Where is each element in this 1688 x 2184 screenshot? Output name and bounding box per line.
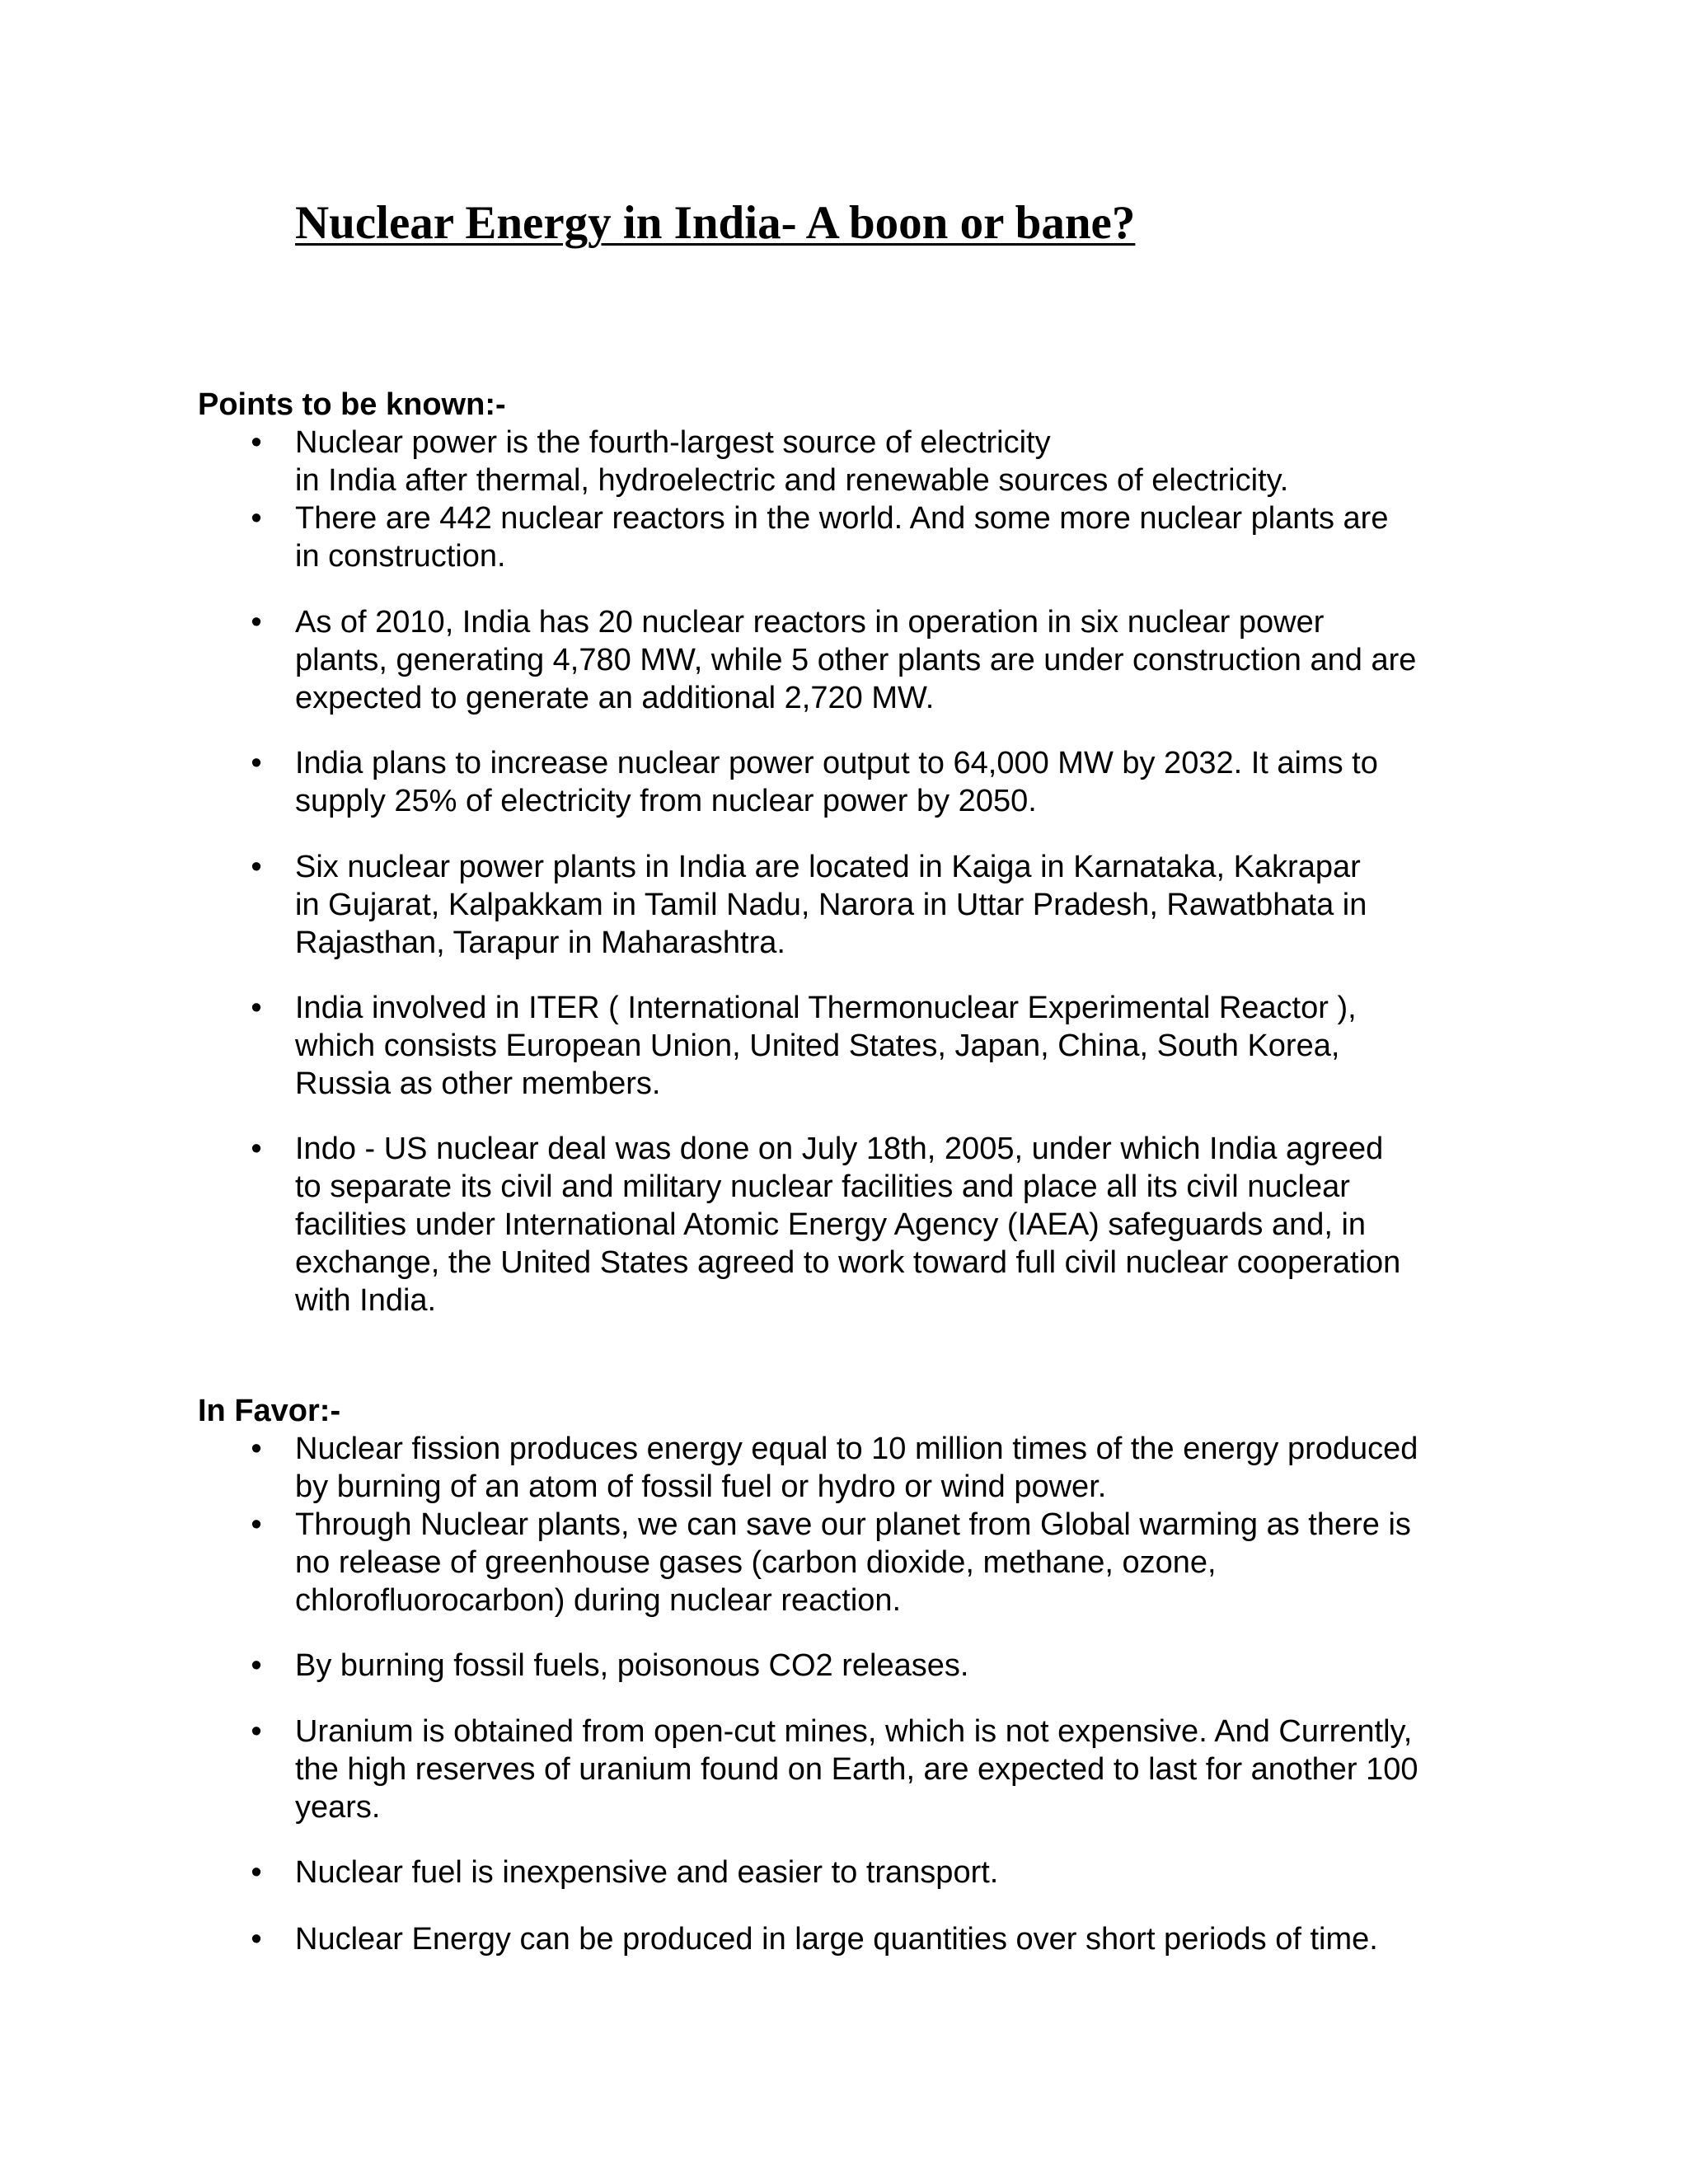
list-item-line: supply 25% of electricity from nuclear power by 2050.: [295, 784, 1037, 818]
list-item-line: years.: [295, 1790, 381, 1825]
list-item: [251, 848, 1498, 962]
list-item-line: Six nuclear power plants in India are located in Kaiga in Karnataka, Kakrapar: [295, 850, 1361, 884]
list-item-line: Nuclear power is the fourth-largest source of electricity: [295, 425, 1051, 460]
list-item-line: facilities under International Atomic Energy Agency (IAEA) safeguards and, in: [295, 1207, 1367, 1242]
list-item-line: which consists European Union, United States, Japan, China, South Korea,: [295, 1029, 1340, 1063]
list-item-line: exchange, the United States agreed to work toward full civil nuclear cooperation: [295, 1245, 1401, 1280]
bullet-icon: •: [251, 1855, 262, 1890]
list-item-line: Nuclear Energy can be produced in large quantities over short periods of time.: [295, 1922, 1378, 1957]
list-item-line: expected to generate an additional 2,720 MW.: [295, 681, 935, 715]
bullet-icon: •: [251, 1648, 262, 1683]
list-item-line: Indo - US nuclear deal was done on July 18th, 2005, under which India agreed: [295, 1132, 1384, 1166]
list-item: [251, 989, 1498, 1103]
list-item-line: by burning of an atom of fossil fuel or hydro or wind power.: [295, 1469, 1107, 1504]
list-item-line: India involved in ITER ( International Thermonuclear Experimental Reactor ),: [295, 991, 1357, 1025]
list-item: [251, 1854, 1498, 1891]
list-item: [251, 499, 1498, 575]
list-item-line: India plans to increase nuclear power output to 64,000 MW by 2032. It aims to: [295, 746, 1378, 780]
list-item: [251, 424, 1498, 499]
list-item-line: the high reserves of uranium found on Earth, are expected to last for another 100: [295, 1752, 1418, 1787]
list-item-line: Nuclear fission produces energy equal to 10 million times of the energy produced: [295, 1432, 1418, 1466]
section-heading-in-favor: In Favor:-: [198, 1394, 341, 1428]
list-item-line: with India.: [295, 1283, 437, 1318]
list-item: [251, 1920, 1498, 1958]
list-item-line: There are 442 nuclear reactors in the world. And some more nuclear plants are: [295, 501, 1389, 536]
bullet-icon: •: [251, 605, 262, 640]
list-item: [251, 1430, 1498, 1506]
list-item-line: chlorofluorocarbon) during nuclear reaction.: [295, 1583, 902, 1618]
bullet-icon: •: [251, 746, 262, 780]
list-item-line: no release of greenhouse gases (carbon dioxide, methane, ozone,: [295, 1545, 1217, 1580]
list-item-line: Uranium is obtained from open-cut mines, which is not expensive. And Currently,: [295, 1714, 1413, 1749]
list-item-line: to separate its civil and military nuclear facilities and place all its civil nuclear: [295, 1169, 1350, 1204]
bullet-icon: •: [251, 1432, 262, 1466]
list-item: [251, 1647, 1498, 1685]
list-item-line: Through Nuclear plants, we can save our planet from Global warming as there is: [295, 1507, 1411, 1542]
bullet-icon: •: [251, 501, 262, 536]
bullet-icon: •: [251, 425, 262, 460]
list-item: [251, 1506, 1498, 1619]
list-item: [251, 744, 1498, 820]
bullet-icon: •: [251, 991, 262, 1025]
section-heading-points: Points to be known:-: [198, 387, 506, 422]
list-item-line: Russia as other members.: [295, 1066, 661, 1101]
list-item: [251, 1130, 1498, 1319]
list-item-line: By burning fossil fuels, poisonous CO2 releases.: [295, 1648, 969, 1683]
list-item: [251, 1713, 1498, 1826]
list-item: [251, 603, 1498, 717]
bullet-icon: •: [251, 1132, 262, 1166]
list-item-line: As of 2010, India has 20 nuclear reactors in operation in six nuclear power: [295, 605, 1325, 640]
bullet-icon: •: [251, 850, 262, 884]
bullet-icon: •: [251, 1714, 262, 1749]
document-title: Nuclear Energy in India- A boon or bane?: [295, 197, 1136, 249]
list-item-line: in construction.: [295, 539, 506, 574]
list-item-line: Nuclear fuel is inexpensive and easier to transport.: [295, 1855, 999, 1890]
bullet-icon: •: [251, 1922, 262, 1957]
list-item-line: in India after thermal, hydroelectric and renewable sources of electricity.: [295, 463, 1289, 498]
bullet-icon: •: [251, 1507, 262, 1542]
list-item-line: in Gujarat, Kalpakkam in Tamil Nadu, Narora in Uttar Pradesh, Rawatbhata in: [295, 888, 1367, 922]
list-item-line: plants, generating 4,780 MW, while 5 other plants are under construction and are: [295, 643, 1417, 677]
list-item-line: Rajasthan, Tarapur in Maharashtra.: [295, 926, 785, 960]
